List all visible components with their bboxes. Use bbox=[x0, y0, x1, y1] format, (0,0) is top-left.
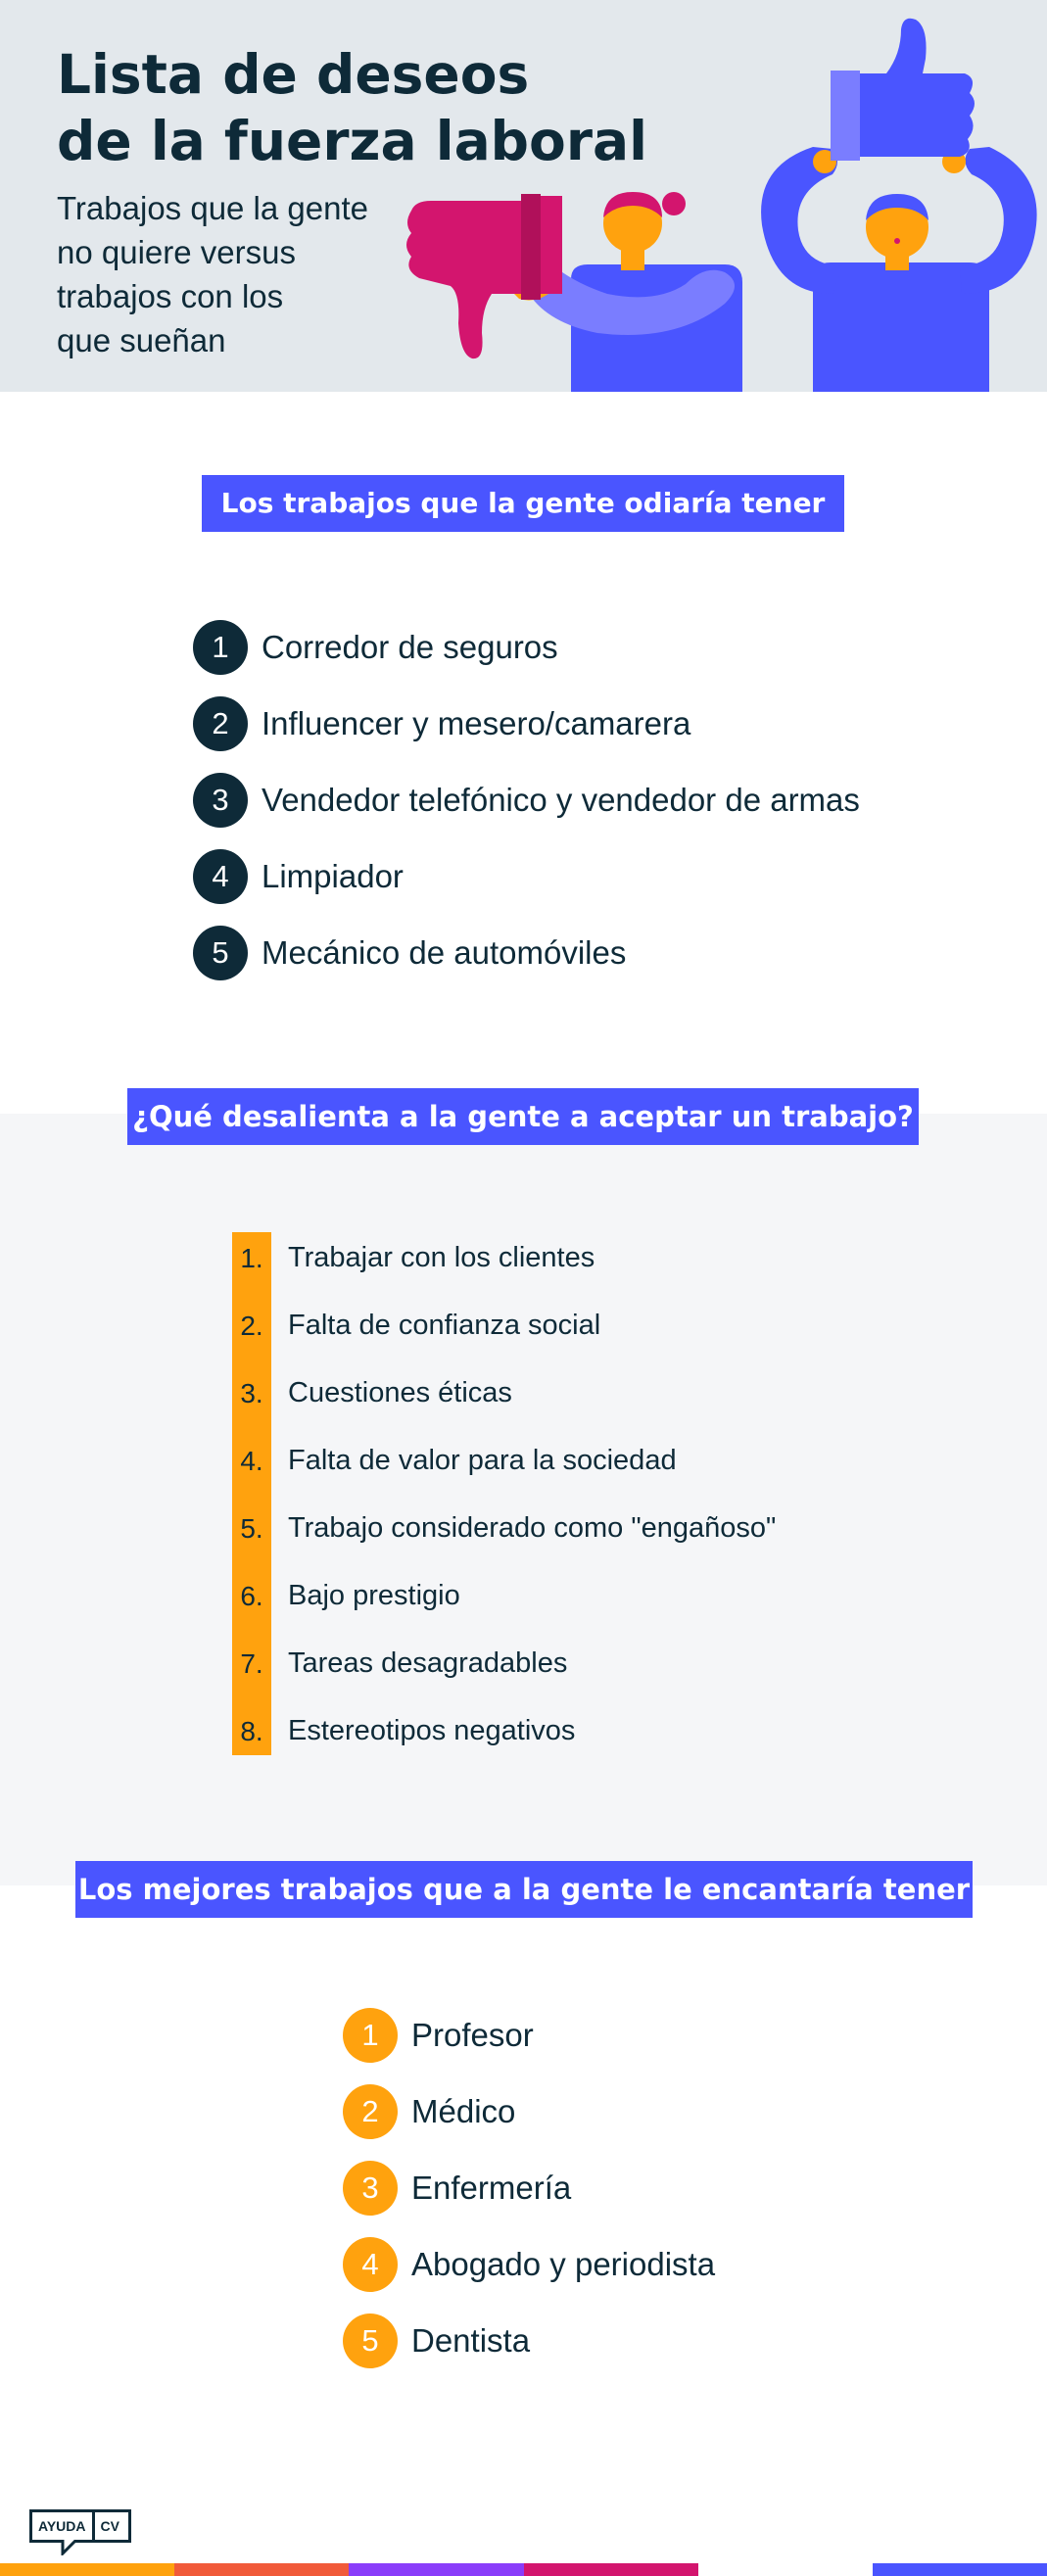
number-badge: 2 bbox=[193, 696, 248, 751]
list-item-label: Trabajar con los clientes bbox=[288, 1242, 595, 1273]
loved-jobs-list bbox=[343, 1997, 715, 2379]
list-item-label: Limpiador bbox=[262, 858, 404, 894]
number-badge: 3 bbox=[343, 2161, 398, 2216]
list-item-number: 2. bbox=[240, 1310, 263, 1341]
color-segment bbox=[0, 2563, 174, 2576]
list-item bbox=[232, 1224, 776, 1292]
list-item bbox=[232, 1360, 776, 1427]
ayuda-cv-logo[interactable] bbox=[29, 2509, 131, 2543]
list-item bbox=[232, 1562, 776, 1630]
number-badge: 3 bbox=[193, 773, 248, 828]
list-item-number: 7. bbox=[240, 1647, 263, 1679]
title-line-2: de la fuerza laboral bbox=[57, 110, 647, 172]
list-item-label: Dentista bbox=[411, 2322, 531, 2359]
loved-jobs-heading: Los mejores trabajos que a la gente le encantaría tener bbox=[75, 1861, 973, 1918]
list-item-label: Abogado y periodista bbox=[411, 2246, 716, 2282]
list-item-label: Cuestiones éticas bbox=[288, 1377, 512, 1408]
list-item bbox=[193, 838, 860, 915]
list-item-number: 4. bbox=[240, 1445, 263, 1476]
logo-text-right: CV bbox=[100, 2518, 119, 2534]
list-item-label: Vendedor telefónico y vendedor de armas bbox=[262, 782, 860, 818]
color-segment bbox=[524, 2563, 698, 2576]
list-item bbox=[193, 915, 860, 991]
thumbs-down-person-illustration bbox=[406, 192, 742, 392]
list-item-label: Profesor bbox=[411, 2017, 534, 2053]
list-item bbox=[232, 1630, 776, 1697]
list-item bbox=[193, 609, 860, 686]
thumbs-up-person-illustration bbox=[761, 19, 1037, 392]
color-segment bbox=[873, 2563, 1047, 2576]
thumbs-up-icon bbox=[831, 19, 975, 161]
header bbox=[0, 0, 1047, 392]
list-item-label: Mecánico de automóviles bbox=[262, 934, 627, 971]
list-item-label: Estereotipos negativos bbox=[288, 1715, 576, 1746]
list-item bbox=[193, 762, 860, 838]
list-item-number: 5. bbox=[240, 1512, 263, 1544]
hated-jobs-list bbox=[193, 609, 860, 991]
discourage-reasons-list bbox=[232, 1224, 776, 1765]
number-badge: 5 bbox=[343, 2314, 398, 2368]
header-illustration bbox=[392, 0, 1047, 392]
color-segment bbox=[698, 2563, 873, 2576]
list-item bbox=[232, 1697, 776, 1765]
list-item bbox=[232, 1292, 776, 1360]
list-item bbox=[343, 2226, 715, 2303]
speech-tail-icon bbox=[61, 2540, 80, 2555]
hated-jobs-heading: Los trabajos que la gente odiaría tener bbox=[202, 475, 844, 532]
list-item-label: Tareas desagradables bbox=[288, 1647, 568, 1679]
number-badge: 1 bbox=[343, 2008, 398, 2063]
list-item-number: 1. bbox=[240, 1242, 263, 1273]
list-item-label: Bajo prestigio bbox=[288, 1580, 460, 1611]
list-item-number: 8. bbox=[240, 1715, 263, 1746]
list-item bbox=[343, 2074, 715, 2150]
number-badge: 5 bbox=[193, 926, 248, 980]
thumbs-down-icon bbox=[406, 194, 562, 358]
logo-text-left: AYUDA bbox=[32, 2512, 95, 2540]
list-item-label: Enfermería bbox=[411, 2170, 572, 2206]
list-item-label: Trabajo considerado como "engañoso" bbox=[288, 1512, 777, 1544]
number-badge: 4 bbox=[193, 849, 248, 904]
list-item bbox=[232, 1427, 776, 1495]
list-item-number: 3. bbox=[240, 1377, 263, 1408]
list-item-label: Falta de valor para la sociedad bbox=[288, 1445, 677, 1476]
list-item-label: Médico bbox=[411, 2093, 516, 2129]
page-subtitle: Trabajos que la gente no quiere versus trabajos con los que sueñan bbox=[57, 190, 368, 358]
list-item bbox=[193, 686, 860, 762]
list-item-number: 6. bbox=[240, 1580, 263, 1611]
footer-color-bar bbox=[0, 2563, 1047, 2576]
number-badge: 4 bbox=[343, 2237, 398, 2292]
list-item bbox=[343, 1997, 715, 2074]
discourage-heading: ¿Qué desalienta a la gente a aceptar un trabajo? bbox=[127, 1088, 919, 1145]
list-item-label: Corredor de seguros bbox=[262, 629, 558, 665]
list-item bbox=[343, 2150, 715, 2226]
title-line-1: Lista de deseos bbox=[57, 43, 530, 106]
list-item-label: Falta de confianza social bbox=[288, 1310, 601, 1341]
list-item-label: Influencer y mesero/camarera bbox=[262, 705, 691, 741]
list-item bbox=[343, 2303, 715, 2379]
number-badge: 1 bbox=[193, 620, 248, 675]
list-item bbox=[232, 1495, 776, 1562]
color-segment bbox=[174, 2563, 349, 2576]
number-badge: 2 bbox=[343, 2084, 398, 2139]
color-segment bbox=[349, 2563, 523, 2576]
